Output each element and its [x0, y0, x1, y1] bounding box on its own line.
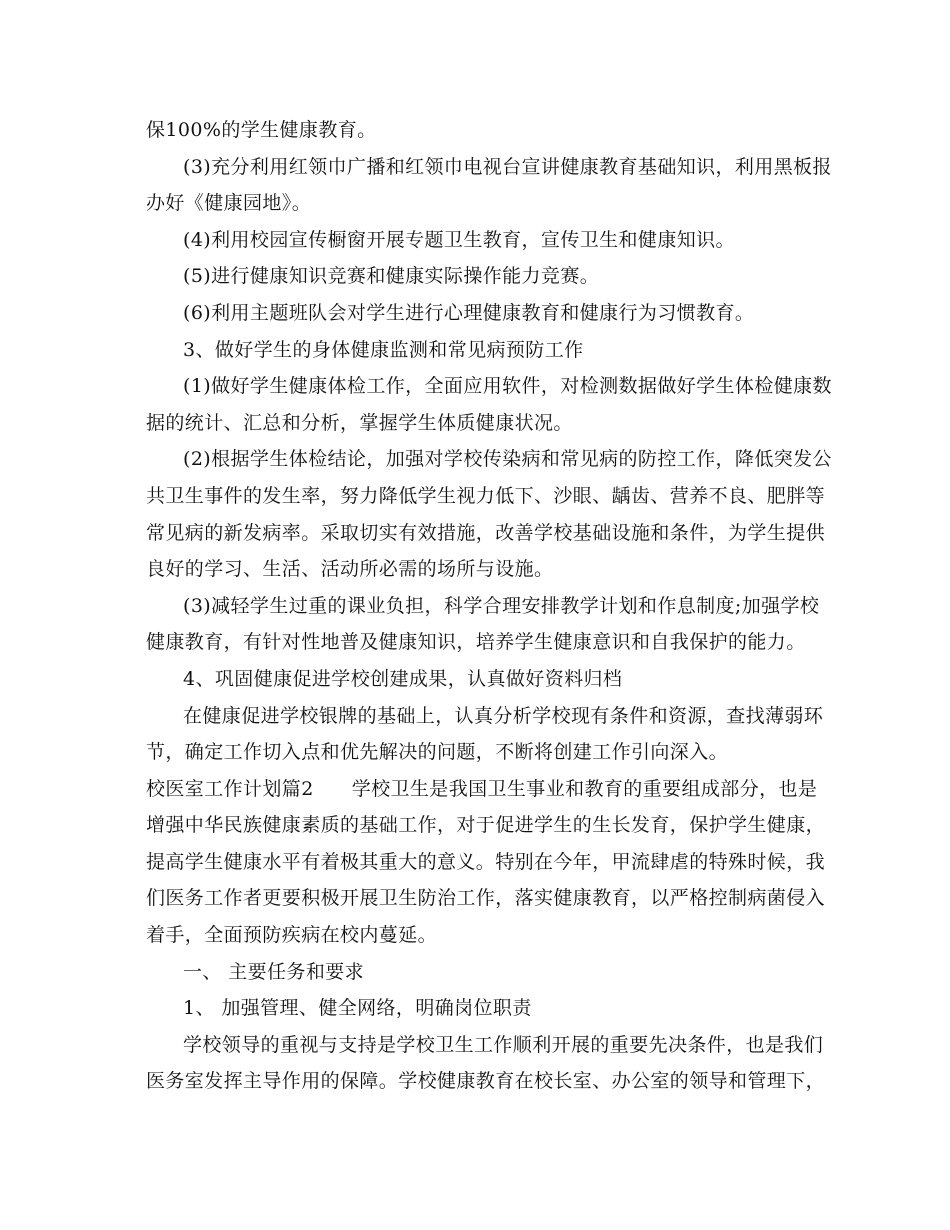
text-line: 节，确定工作切入点和优先解决的问题，不断将创建工作引向深入。 [146, 741, 729, 764]
text-line: (1)做好学生健康体检工作，全面应用软件，对检测数据做好学生体检健康数 [183, 375, 832, 398]
text-line [146, 771, 818, 808]
text-line: 医务室发挥主导作用的保障。学校健康教育在校长室、办公室的领导和管理下， [146, 1070, 826, 1093]
section-heading: 一、 主要任务和要求 [183, 960, 365, 983]
document-body [146, 112, 832, 1100]
text-line: 提高学生健康水平有着极其重大的意义。特别在今年，甲流肆虐的特殊时候，我 [146, 850, 826, 873]
section-heading: 4、巩固健康促进学校创建成果，认真做好资料归档 [183, 667, 623, 690]
text-line-continuation: 学校卫生是我国卫生事业和教育的重要组成部分，也是 [351, 777, 818, 800]
text-line: 们医务工作者更要积极开展卫生防治工作，落实健康教育，以严格控制病菌侵入 [146, 887, 826, 910]
text-line: 保100%的学生健康教育。 [146, 119, 377, 141]
plan-title: 校医室工作计划篇2 [146, 777, 314, 800]
text-line: (3)充分利用红领巾广播和红领巾电视台宣讲健康教育基础知识，利用黑板报 [183, 155, 832, 178]
text-line: (6)利用主题班队会对学生进行心理健康教育和健康行为习惯教育。 [183, 301, 755, 324]
text-line: (3)减轻学生过重的课业负担，科学合理安排教学计划和作息制度;加强学校 [183, 594, 820, 617]
text-line: (2)根据学生体检结论，加强对学校传染病和常见病的防控工作，降低突发公 [183, 448, 832, 471]
text-line: (4)利用校园宣传橱窗开展专题卫生教育，宣传卫生和健康知识。 [183, 228, 735, 251]
text-line: 据的统计、汇总和分析，掌握学生体质健康状况。 [146, 411, 573, 434]
text-line: 着手，全面预防疾病在校内蔓延。 [146, 924, 438, 947]
text-line: 良好的学习、生活、活动所必需的场所与设施。 [146, 558, 554, 581]
text-line: 在健康促进学校银牌的基础上，认真分析学校现有条件和资源，查找薄弱环 [183, 704, 824, 727]
text-line: 增强中华民族健康素质的基础工作，对于促进学生的生长发育，保护学生健康， [146, 814, 826, 837]
text-line: 办好《健康园地》。 [146, 192, 312, 215]
text-line: 常见病的新发病率。采取切实有效措施，改善学校基础设施和条件，为学生提供 [146, 521, 826, 544]
section-heading: 1、 加强管理、健全网络，明确岗位职责 [183, 997, 532, 1020]
text-line: (5)进行健康知识竞赛和健康实际操作能力竞赛。 [183, 265, 600, 288]
text-line: 健康教育，有针对性地普及健康知识，培养学生健康意识和自我保护的能力。 [146, 631, 806, 654]
text-line: 学校领导的重视与支持是学校卫生工作顺利开展的重要先决条件，也是我们 [183, 1033, 824, 1056]
section-heading: 3、做好学生的身体健康监测和常见病预防工作 [183, 338, 584, 361]
text-line: 共卫生事件的发生率，努力降低学生视力低下、沙眼、龋齿、营养不良、肥胖等 [146, 484, 826, 507]
